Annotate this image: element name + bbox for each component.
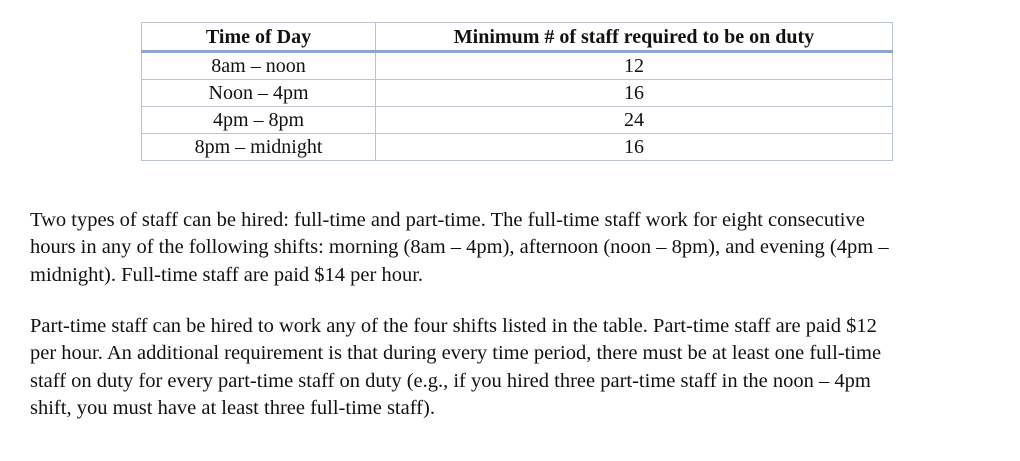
paragraph-line: hours in any of the following shifts: morning (8am – 4pm), afternoon (noon – 8pm), and evening (4pm – [30,236,889,259]
time-of-day-cell: Noon – 4pm [142,80,376,107]
paragraph-line: Two types of staff can be hired: full-time and part-time. The full-time staff work for eight consecutive [30,209,865,231]
staffing-requirements-table [141,22,893,161]
table-row [142,134,893,161]
time-of-day-cell: 4pm – 8pm [142,107,376,134]
minimum-staff-cell: 12 [376,52,893,80]
paragraph-line: midnight). Full-time staff are paid $14 per hour. [30,263,424,286]
paragraph-line: staff on duty for every part-time staff on duty (e.g., if you hired three part-time staff in the noon – 4pm [30,369,871,392]
paragraph-line: per hour. An additional requirement is that during every time period, there must be at least one full-time [30,342,882,365]
table-row [142,52,893,80]
column-header-time-of-day: Time of Day [142,23,376,52]
paragraph-line: shift, you must have at least three full-time staff). [30,396,435,419]
minimum-staff-cell: 16 [376,134,893,161]
column-header-minimum-staff: Minimum # of staff required to be on duty [376,23,893,52]
table-row [142,80,893,107]
paragraph-staff-types [30,207,995,289]
paragraph-part-time-staff [30,313,995,422]
paragraph-line: Part-time staff can be hired to work any of the four shifts listed in the table. Part-time staff are paid $12 [30,315,877,337]
minimum-staff-cell: 24 [376,107,893,134]
table-row [142,107,893,134]
time-of-day-cell: 8pm – midnight [142,134,376,161]
time-of-day-cell: 8am – noon [142,52,376,80]
minimum-staff-cell: 16 [376,80,893,107]
table-header-row [142,23,893,52]
